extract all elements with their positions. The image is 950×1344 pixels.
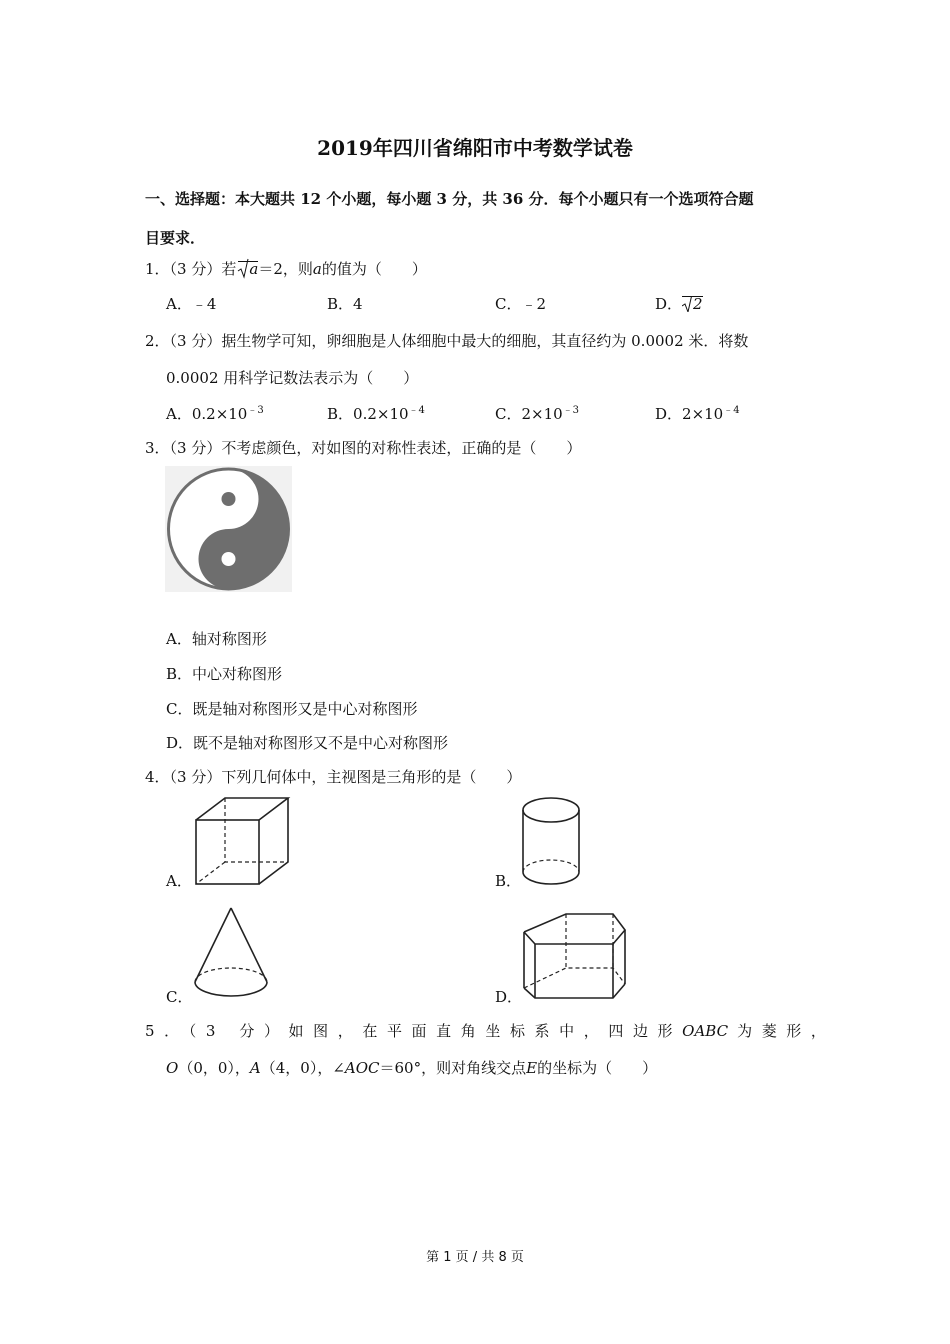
q2-option-b-base: B．0.2×10 xyxy=(327,405,409,423)
question-3: 3．（3 分）不考虑颜色，对如图的对称性表述，正确的是（ ） xyxy=(145,439,582,457)
cone-icon xyxy=(192,906,270,1002)
q2-option-d-base: D．2×10 xyxy=(655,405,724,423)
q2-option-a-base: A．0.2×10 xyxy=(166,405,248,423)
q5-line1-b: 为菱形， xyxy=(737,1022,836,1040)
taiji-figure xyxy=(165,466,292,592)
question-2-line2: 0.0002 用科学记数法表示为（ ） xyxy=(166,369,419,387)
q5-point-a: A xyxy=(249,1059,261,1077)
q2-option-a xyxy=(166,401,264,424)
q2-option-d xyxy=(655,401,740,424)
question-4: 4．（3 分）下列几何体中，主视图是三角形的是（ ） xyxy=(145,768,522,786)
q2-option-b-exp: ﹣4 xyxy=(408,405,425,416)
q5-a-value: （4，0），∠ xyxy=(260,1059,345,1077)
q5-var-oabc: OABC xyxy=(682,1022,729,1040)
q4-option-d-label: D． xyxy=(495,988,523,1006)
q5-point-e: E xyxy=(526,1059,538,1077)
q4-option-a-label: A． xyxy=(166,872,192,890)
q2-option-c-exp: ﹣3 xyxy=(562,405,580,416)
q3-option-b: B．中心对称图形 xyxy=(166,665,283,683)
q1-option-c: C．﹣2 xyxy=(495,295,547,313)
q3-option-d: D．既不是轴对称图形又不是中心对称图形 xyxy=(166,734,449,752)
q4-option-c-label: C． xyxy=(166,988,193,1006)
question-1 xyxy=(145,258,427,279)
q2-option-c-base: C．2×10 xyxy=(495,405,563,423)
q3-option-a: A．轴对称图形 xyxy=(166,630,267,648)
sqrt-icon xyxy=(238,261,258,277)
q2-option-d-exp: ﹣4 xyxy=(723,405,740,416)
sqrt-icon xyxy=(682,296,703,312)
q4-option-b-label: B． xyxy=(495,872,522,890)
q2-option-a-exp: ﹣3 xyxy=(247,405,264,416)
q1-option-d-prefix: D． xyxy=(655,295,683,313)
q5-line1-a: 5．（3 分）如图，在平面直角坐标系中，四边形 xyxy=(145,1022,683,1040)
cylinder-icon xyxy=(521,796,583,888)
q1-tail2: 的值为（ ） xyxy=(321,260,427,278)
question-2-line1: 2．（3 分）据生物学可知，卵细胞是人体细胞中最大的细胞，其直径约为 0.0002 米．将数 xyxy=(145,332,749,350)
q1-option-d-radicand: 2 xyxy=(693,296,703,312)
q1-prefix: 1．（3 分）若 xyxy=(145,260,237,278)
question-5-line2 xyxy=(166,1057,657,1078)
q5-tail: 的坐标为（ ） xyxy=(537,1059,658,1077)
cube-icon xyxy=(193,796,293,888)
section-heading-line2: 目要求． xyxy=(145,229,206,247)
page-title: 2019年四川省绵阳市中考数学试卷 xyxy=(317,136,633,160)
q1-option-b: B．4 xyxy=(327,295,363,313)
q1-option-d xyxy=(655,293,703,314)
q1-option-a: A．﹣4 xyxy=(166,295,217,313)
q3-option-c: C．既是轴对称图形又是中心对称图形 xyxy=(166,700,418,718)
q1-tail1: ＝2，则 xyxy=(258,260,313,278)
q5-point-o: O xyxy=(166,1059,179,1077)
section-heading-line1: 一、选择题：本大题共 12 个小题，每小题 3 分，共 36 分．每个小题只有一个选项符合题 xyxy=(145,190,754,208)
radical-sign-icon xyxy=(682,296,693,312)
q2-option-c xyxy=(495,401,579,424)
q1-var: a xyxy=(312,260,322,278)
q1-radicand: a xyxy=(249,260,259,278)
radical-sign-icon xyxy=(238,260,249,278)
q2-option-b xyxy=(327,401,425,424)
hexagonal-prism-icon xyxy=(521,912,631,1000)
question-5-line1 xyxy=(145,1020,836,1041)
q5-angle-aoc: AOC xyxy=(344,1059,380,1077)
q5-angle-value: ＝60°，则对角线交点 xyxy=(379,1059,527,1077)
page-footer: 第 1 页 / 共 8 页 xyxy=(426,1250,524,1265)
q5-o-value: （0，0）， xyxy=(178,1059,250,1077)
